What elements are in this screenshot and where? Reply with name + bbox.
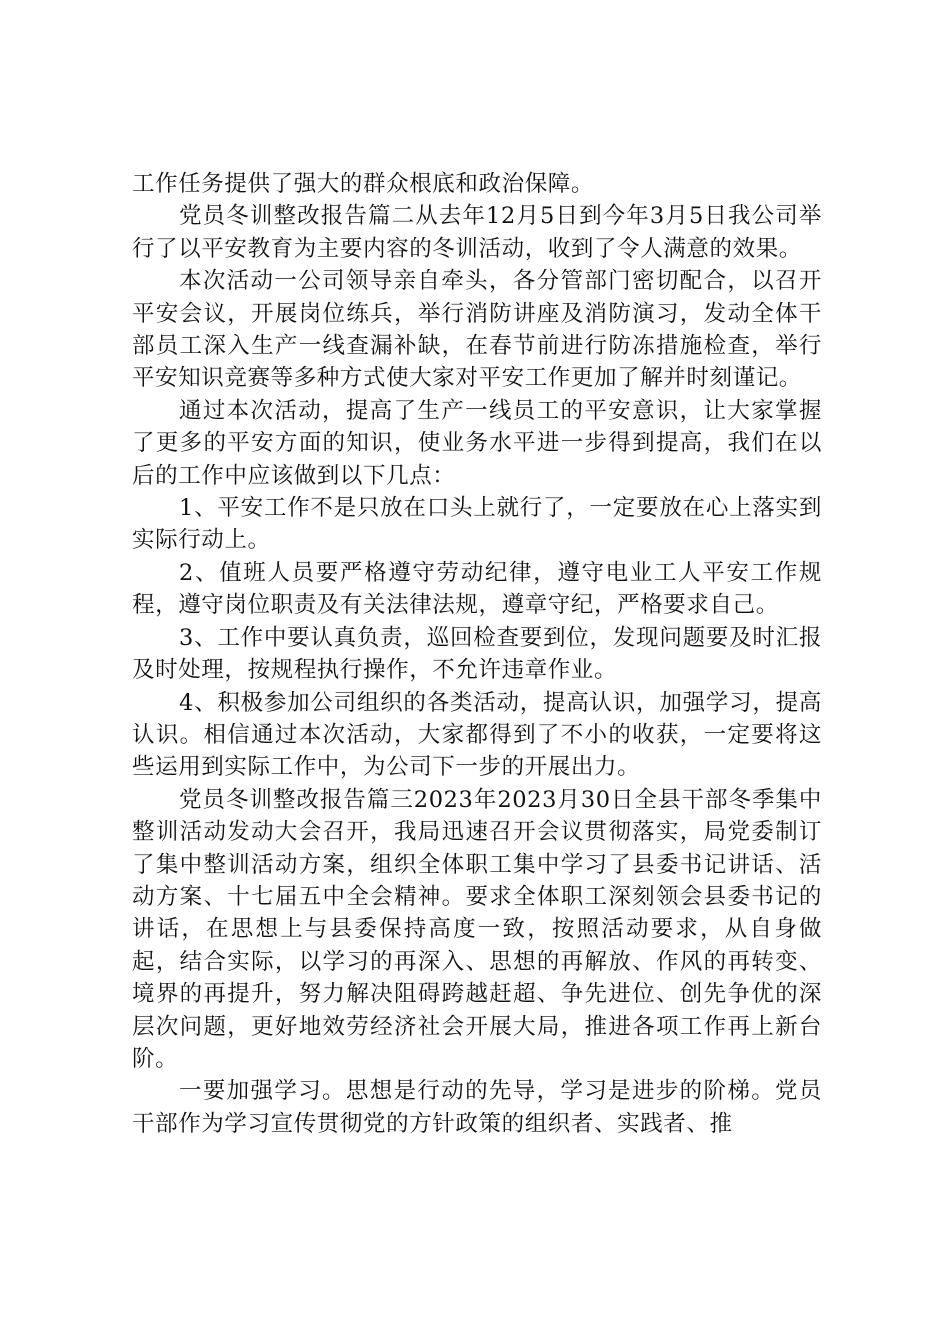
paragraph: 工作任务提供了强大的群众根底和政治保障。: [132, 171, 595, 197]
paragraph: 党员冬训整改报告篇三2023年2023月30日全县干部冬季集中整训活动发动大会召开，我局迅速召开会议贯彻落实，局党委制订了集中整训活动方案，组织全体职工集中学习了县委书记讲话、活动方案、十七届五中全会精神。要求全体职工深刻领会县委书记的讲话，在思想上与县委保持高度一致，按照活动要求，从自身做起，结合实际，以学习的再深入、思想的再解放、作风的再转变、境界的再提升，努力解决阻碍跨越赶超、争先进位、创先争优的深层次问题，更好地效劳经济社会开展大局，推进各项工作再上新台阶。: [132, 786, 822, 1072]
paragraph: 党员冬训整改报告篇二从去年12月5日到今年3月5日我公司举行了以平安教育为主要内容的冬训活动，收到了令人满意的效果。: [132, 203, 822, 262]
paragraph: 一要加强学习。思想是行动的先导，学习是进步的阶梯。党员干部作为学习宣传贯彻党的方针政策的组织者、实践者、推: [132, 1078, 822, 1137]
paragraph: 4、积极参加公司组织的各类活动，提高认识，加强学习，提高认识。相信通过本次活动，大家都得到了不小的收获，一定要将这些运用到实际工作中，为公司下一步的开展出力。: [132, 689, 822, 781]
paragraph: 2、值班人员要严格遵守劳动纪律，遵守电业工人平安工作规程，遵守岗位职责及有关法律法规，遵章守纪，严格要求自己。: [132, 559, 822, 619]
paragraph: 3、工作中要认真负责，巡回检查要到位，发现问题要及时汇报及时处理，按规程执行操作，不允许违章作业。: [132, 624, 822, 684]
paragraph: 通过本次活动，提高了生产一线员工的平安意识，让大家掌握了更多的平安方面的知识，使业务水平进一步得到提高，我们在以后的工作中应该做到以下几点：: [132, 397, 822, 489]
paragraph: 1、平安工作不是只放在口头上就行了，一定要放在心上落实到实际行动上。: [132, 495, 822, 554]
paragraph: 本次活动一公司领导亲自牵头，各分管部门密切配合，以召开平安会议，开展岗位练兵，举行消防讲座及消防演习，发动全体干部员工深入生产一线查漏补缺，在春节前进行防冻措施检查，举行平安知识竞赛等多种方式使大家对平安工作更加了解并时刻谨记。: [132, 268, 822, 392]
document-body: [132, 168, 822, 1140]
